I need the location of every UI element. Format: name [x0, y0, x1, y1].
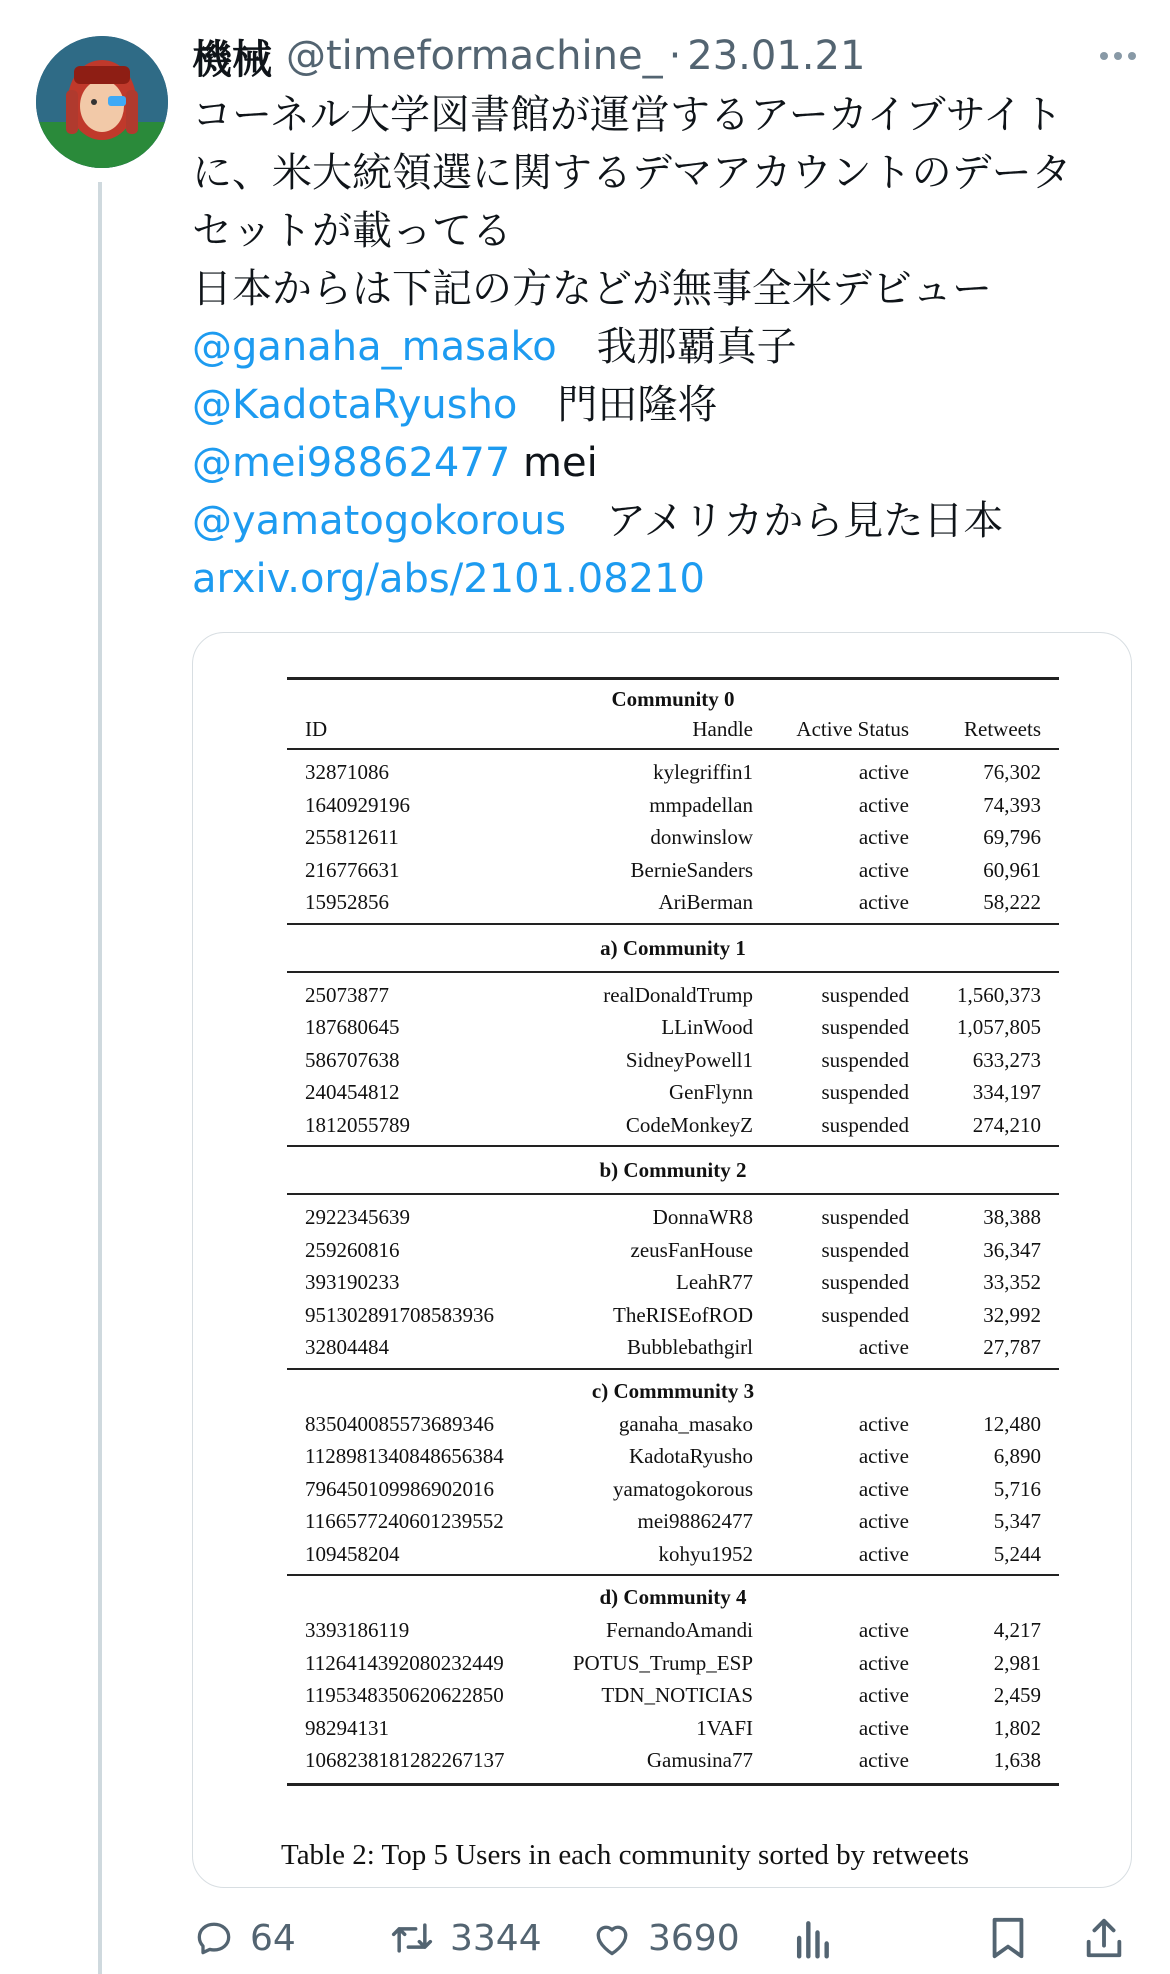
table-row — [287, 756, 1059, 789]
cell-id: 187680645 — [305, 1015, 400, 1039]
cell-handle: Bubblebathgirl — [627, 1335, 753, 1359]
cell-id: 1166577240601239552 — [305, 1509, 504, 1533]
table-row — [287, 821, 1059, 854]
cell-status: suspended — [821, 1080, 909, 1104]
cell-handle: CodeMonkeyZ — [625, 1112, 753, 1137]
avatar[interactable] — [36, 36, 168, 168]
column-headers — [287, 712, 1059, 748]
mention-label: mei — [510, 440, 598, 486]
cell-retweets: 5,716 — [993, 1476, 1041, 1501]
mention-link[interactable]: @yamatogokorous — [192, 498, 567, 544]
mention-line — [192, 434, 1142, 492]
cell-status: active — [858, 792, 909, 817]
results-table — [287, 677, 1059, 1786]
cell-retweets: 36,347 — [983, 1237, 1041, 1262]
cell-handle: BernieSanders — [630, 857, 753, 882]
cell-retweets: 1,802 — [993, 1715, 1041, 1740]
more-options-button[interactable] — [1078, 36, 1158, 76]
col-header-retweets: Retweets — [964, 717, 1041, 741]
cell-id: 2922345639 — [305, 1205, 410, 1229]
table-row — [287, 979, 1059, 1012]
tweet-date[interactable]: 23.01.21 — [687, 33, 866, 79]
community-title: b) Community 2 — [599, 1158, 747, 1182]
cell-id: 1128981340848656384 — [305, 1444, 504, 1468]
table-row — [287, 1744, 1059, 1777]
cell-status: active — [858, 1650, 909, 1675]
cell-status: suspended — [821, 982, 909, 1007]
table-row — [287, 1505, 1059, 1538]
bookmark-button[interactable] — [988, 1910, 1028, 1966]
cell-id: 98294131 — [305, 1715, 389, 1740]
retweet-count: 3344 — [450, 1917, 542, 1959]
cell-retweets: 4,217 — [993, 1618, 1041, 1642]
cell-id: 835040085573689346 — [305, 1411, 494, 1436]
cell-id: 259260816 — [305, 1237, 400, 1262]
like-button[interactable] — [590, 1910, 740, 1966]
cell-id: 1640929196 — [305, 792, 410, 817]
thread-line — [98, 182, 102, 1974]
text-line: セットが載ってる — [192, 208, 512, 254]
cell-handle: SidneyPowell1 — [625, 1047, 753, 1072]
retweet-button[interactable] — [388, 1910, 542, 1966]
cell-handle: DonnaWR8 — [652, 1205, 753, 1229]
tweet-text — [192, 86, 1142, 608]
cell-retweets: 74,393 — [983, 792, 1041, 817]
cell-retweets: 6,890 — [993, 1444, 1041, 1468]
table-row — [287, 1201, 1059, 1234]
mention-link[interactable]: @KadotaRyusho — [192, 382, 518, 428]
cell-status: active — [858, 1411, 909, 1436]
table-row — [287, 1011, 1059, 1044]
community-group — [287, 1614, 1059, 1777]
cell-handle: Gamusina77 — [646, 1748, 753, 1772]
cell-retweets: 2,459 — [993, 1683, 1041, 1707]
cell-retweets: 33,352 — [983, 1270, 1041, 1294]
analytics-icon — [792, 1916, 832, 1960]
cell-retweets: 334,197 — [972, 1080, 1041, 1104]
author-name[interactable]: 機械 — [192, 36, 272, 83]
table-row — [287, 789, 1059, 822]
cell-status: suspended — [821, 1112, 909, 1137]
cell-status: active — [858, 1476, 909, 1501]
text-line: に、米大統領選に関するデマアカウントのデータ — [192, 150, 1072, 196]
cell-handle: GenFlynn — [669, 1080, 753, 1104]
separator: · — [668, 33, 682, 79]
community-title: Community 0 — [611, 687, 735, 711]
col-header-id: ID — [305, 717, 328, 741]
cell-id: 255812611 — [305, 825, 399, 849]
table-row — [287, 1408, 1059, 1441]
cell-handle: KadotaRyusho — [629, 1444, 753, 1468]
table-row — [287, 1647, 1059, 1680]
table-row — [287, 886, 1059, 919]
share-icon — [1082, 1915, 1126, 1961]
attached-image[interactable] — [192, 632, 1132, 1888]
cell-handle: TDN_NOTICIAS — [601, 1683, 753, 1707]
mention-label: 門田隆将 — [517, 382, 718, 428]
cell-id: 240454812 — [305, 1080, 400, 1104]
cell-id: 393190233 — [305, 1270, 400, 1294]
text-line: コーネル大学図書館が運営するアーカイブサイト — [192, 92, 1063, 138]
mention-label: アメリカから見た日本 — [566, 498, 1004, 544]
table-row — [287, 1109, 1059, 1142]
share-button[interactable] — [1082, 1910, 1126, 1966]
cell-retweets: 58,222 — [983, 890, 1041, 914]
table-row — [287, 1044, 1059, 1077]
cell-status: active — [858, 857, 909, 882]
cell-retweets: 32,992 — [983, 1302, 1041, 1327]
cell-id: 1126414392080232449 — [305, 1650, 504, 1675]
bookmark-icon — [988, 1915, 1028, 1961]
cell-handle: LLinWood — [661, 1015, 753, 1039]
like-icon — [590, 1916, 634, 1960]
cell-handle: donwinslow — [650, 825, 753, 849]
community-title: c) Commmunity 3 — [591, 1378, 755, 1403]
cell-id: 586707638 — [305, 1047, 400, 1072]
cell-handle: realDonaldTrump — [603, 982, 753, 1007]
cell-status: suspended — [821, 1270, 909, 1294]
table-row — [287, 1712, 1059, 1745]
cell-handle: mmpadellan — [649, 792, 753, 817]
community-title: d) Community 4 — [599, 1585, 747, 1609]
cell-retweets: 633,273 — [972, 1047, 1041, 1072]
mention-line — [192, 318, 1142, 376]
table-caption: Table 2: Top 5 Users in each community sorted by retweets — [281, 1839, 970, 1871]
table-row — [287, 1538, 1059, 1571]
cell-status: active — [858, 1683, 909, 1707]
cell-status: active — [858, 1444, 909, 1468]
cell-status: active — [858, 760, 909, 784]
author-handle[interactable]: @timeformachine_ — [286, 33, 663, 79]
cell-retweets: 27,787 — [983, 1335, 1041, 1359]
retweet-icon — [388, 1916, 436, 1960]
cell-handle: kohyu1952 — [658, 1541, 753, 1566]
cell-id: 1068238181282267137 — [305, 1748, 505, 1772]
cell-status: suspended — [821, 1302, 909, 1327]
cell-handle: yamatogokorous — [613, 1476, 753, 1501]
community-group — [287, 756, 1059, 919]
cell-status: active — [858, 1748, 909, 1772]
cell-status: suspended — [821, 1047, 909, 1072]
cell-id: 951302891708583936 — [305, 1302, 494, 1327]
table-row — [287, 1076, 1059, 1109]
cell-retweets: 1,057,805 — [957, 1015, 1041, 1039]
cell-id: 1812055789 — [305, 1112, 410, 1137]
reply-count: 64 — [250, 1917, 296, 1959]
cell-id: 32871086 — [305, 760, 389, 784]
text-line: 日本からは下記の方などが無事全米デビュー — [192, 266, 992, 312]
cell-handle: FernandoAmandi — [606, 1618, 753, 1642]
tweet-header — [192, 28, 865, 84]
table-row — [287, 1440, 1059, 1473]
avatar-image — [36, 36, 168, 168]
table-row — [287, 854, 1059, 887]
mention-line — [192, 376, 1142, 434]
cell-status: active — [858, 1335, 909, 1359]
table-row — [287, 1679, 1059, 1712]
cell-status: active — [858, 1509, 909, 1533]
cell-status: active — [858, 1541, 909, 1566]
cell-id: 1195348350620622850 — [305, 1683, 504, 1707]
cell-id: 796450109986902016 — [305, 1476, 494, 1501]
cell-retweets: 2,981 — [993, 1650, 1041, 1675]
like-count: 3690 — [648, 1917, 740, 1959]
community-group — [287, 1408, 1059, 1571]
reply-icon — [192, 1916, 236, 1960]
table-row — [287, 1266, 1059, 1299]
cell-retweets: 60,961 — [983, 857, 1041, 882]
table-rule — [287, 1783, 1059, 1786]
mention-link[interactable]: @ganaha_masako — [192, 324, 557, 370]
cell-id: 15952856 — [305, 890, 389, 914]
more-dots-icon — [1098, 50, 1138, 62]
cell-status: suspended — [821, 1237, 909, 1262]
cell-id: 3393186119 — [305, 1618, 410, 1642]
col-header-status: Active Status — [796, 717, 909, 741]
cell-handle: AriBerman — [658, 890, 753, 914]
cell-retweets: 69,796 — [983, 825, 1041, 849]
cell-status: suspended — [821, 1015, 909, 1039]
cell-retweets: 274,210 — [972, 1112, 1041, 1137]
mention-link[interactable]: @mei98862477 — [192, 440, 511, 486]
cell-handle: ganaha_masako — [618, 1411, 753, 1436]
cell-retweets: 5,244 — [993, 1541, 1041, 1566]
cell-handle: POTUS_Trump_ESP — [572, 1650, 753, 1675]
table-row — [287, 1473, 1059, 1506]
cell-retweets: 38,388 — [983, 1205, 1041, 1229]
community-group — [287, 1201, 1059, 1364]
cell-handle: LeahR77 — [676, 1270, 753, 1294]
cell-handle: mei98862477 — [637, 1509, 753, 1533]
cell-handle: kylegriffin1 — [653, 760, 753, 784]
cell-id: 25073877 — [305, 982, 389, 1007]
cell-status: active — [858, 825, 909, 849]
cell-id: 32804484 — [305, 1335, 389, 1359]
cell-retweets: 1,560,373 — [957, 982, 1041, 1007]
cell-status: active — [858, 890, 909, 914]
table-row — [287, 1299, 1059, 1332]
cell-retweets: 5,347 — [993, 1509, 1041, 1533]
cell-handle: zeusFanHouse — [630, 1237, 753, 1262]
table-row — [287, 1614, 1059, 1647]
mention-label: 我那覇真子 — [556, 324, 797, 370]
cell-retweets: 12,480 — [983, 1411, 1041, 1436]
cell-retweets: 76,302 — [983, 760, 1041, 784]
external-link[interactable]: arxiv.org/abs/2101.08210 — [192, 556, 706, 602]
cell-status: active — [858, 1618, 909, 1642]
col-header-handle: Handle — [692, 717, 753, 741]
community-title: a) Community 1 — [600, 935, 746, 960]
mention-line — [192, 492, 1142, 550]
cell-handle: TheRISEofROD — [613, 1302, 753, 1327]
reply-button[interactable] — [192, 1910, 296, 1966]
cell-retweets: 1,638 — [993, 1748, 1041, 1772]
cell-handle: 1VAFI — [696, 1715, 753, 1740]
cell-status: active — [858, 1715, 909, 1740]
analytics-button[interactable] — [792, 1910, 832, 1966]
table-row — [287, 1234, 1059, 1267]
cell-status: suspended — [821, 1205, 909, 1229]
cell-id: 109458204 — [305, 1541, 400, 1566]
community-group — [287, 979, 1059, 1142]
cell-id: 216776631 — [305, 857, 400, 882]
table-row — [287, 1331, 1059, 1364]
